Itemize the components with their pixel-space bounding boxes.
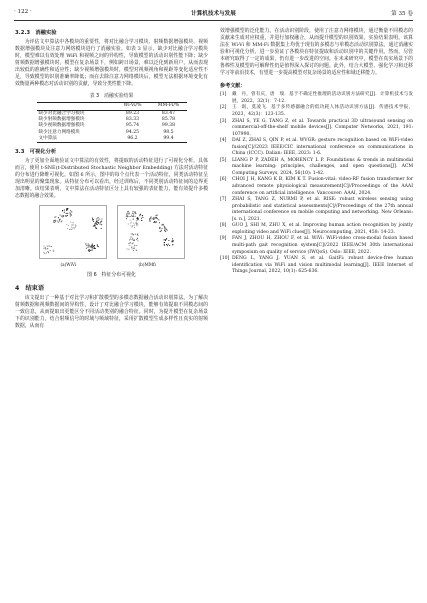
feature-point bbox=[73, 228, 74, 229]
feature-point bbox=[164, 226, 165, 227]
feature-point bbox=[156, 218, 157, 219]
feature-point bbox=[87, 246, 88, 247]
feature-point bbox=[53, 219, 54, 220]
feature-point bbox=[85, 247, 86, 248]
feature-point bbox=[135, 238, 136, 239]
feature-point bbox=[129, 222, 130, 223]
feature-point bbox=[149, 218, 150, 219]
feature-point bbox=[85, 243, 86, 244]
feature-point bbox=[85, 245, 86, 246]
feature-point bbox=[92, 249, 93, 250]
table-header-row bbox=[37, 103, 187, 110]
table-cell: 99.4 bbox=[163, 135, 174, 141]
feature-point bbox=[156, 217, 157, 218]
feature-point bbox=[55, 216, 56, 217]
feature-point bbox=[99, 218, 100, 219]
feature-point bbox=[154, 217, 155, 218]
feature-point bbox=[48, 252, 49, 253]
feature-point bbox=[149, 220, 150, 221]
ablation-table bbox=[37, 102, 187, 143]
feature-point bbox=[131, 221, 132, 222]
feature-point bbox=[128, 215, 129, 216]
section-heading-4: 4 结束语 bbox=[15, 284, 45, 292]
feature-point bbox=[45, 248, 46, 249]
feature-point bbox=[89, 246, 90, 247]
right-column bbox=[220, 28, 413, 276]
feature-point bbox=[69, 215, 70, 216]
feature-point bbox=[92, 217, 93, 218]
feature-point bbox=[59, 219, 60, 220]
feature-point bbox=[159, 226, 160, 227]
subfigure-label-b: (b)MMfi bbox=[138, 262, 156, 268]
reference-item bbox=[220, 223, 413, 236]
feature-point bbox=[95, 220, 96, 221]
feature-point bbox=[70, 210, 71, 211]
feature-point bbox=[132, 225, 133, 226]
feature-point bbox=[165, 230, 166, 231]
table-header-cell bbox=[37, 103, 115, 110]
figure-caption: 图 6 特征分布可视化 bbox=[87, 271, 136, 278]
journal-title: 计算机技术与发展 bbox=[191, 11, 236, 17]
feature-point bbox=[136, 225, 137, 226]
feature-point bbox=[90, 245, 91, 246]
feature-point bbox=[130, 238, 131, 239]
visualization-paragraph: 为了更加全面地验证文中算法的有效性，将提取的活动特征进行了可视化分析。具体而言，使用 t-SNE(t-Distributed Stochastic Neighbor Embedding) 方法对活动特征的分布进行降维可视化。如图 6 所示，图中的每个点代表一个活动特征，同类活动特征呈现出明显的聚集现象。从特征分布可以看出，经过训练后，不同类别活动特征间的边界更加清晰。该结果表明，文中算法在活动特征区分上具有较强的表征能力，能有效提升多模态数据的融合效果。 bbox=[15, 158, 208, 200]
feature-point bbox=[135, 249, 136, 250]
feature-point bbox=[134, 233, 135, 234]
feature-point bbox=[90, 249, 91, 250]
feature-point bbox=[163, 243, 164, 244]
reference-item bbox=[220, 119, 413, 139]
feature-point bbox=[139, 215, 140, 216]
feature-point bbox=[63, 211, 64, 212]
reference-number: [5] bbox=[220, 157, 227, 163]
section-heading-3-2-3: 3.2.3 消融实验 bbox=[15, 30, 57, 36]
feature-point bbox=[171, 240, 172, 241]
feature-point bbox=[135, 219, 136, 220]
feature-point bbox=[59, 214, 60, 215]
feature-point bbox=[129, 244, 130, 245]
feature-point bbox=[52, 249, 53, 250]
feature-point bbox=[46, 247, 47, 248]
feature-point bbox=[62, 216, 63, 217]
feature-point bbox=[137, 224, 138, 225]
table-cell: 缺少视频数据增强模块 bbox=[38, 123, 85, 129]
feature-point bbox=[72, 222, 73, 223]
feature-point bbox=[166, 245, 167, 246]
feature-point bbox=[129, 242, 130, 243]
feature-point bbox=[63, 209, 64, 210]
table-header-cell: Wi-Vi/% bbox=[123, 103, 142, 109]
reference-item bbox=[220, 158, 413, 178]
feature-point bbox=[135, 213, 136, 214]
reference-item bbox=[220, 92, 413, 105]
feature-point bbox=[131, 233, 132, 234]
feature-point bbox=[92, 247, 93, 248]
section-heading-3-3: 3.3 可视化分析 bbox=[15, 149, 57, 156]
feature-point bbox=[100, 221, 101, 222]
feature-point bbox=[61, 220, 62, 221]
feature-point bbox=[46, 245, 47, 246]
ablation-paragraph: 为评估文中算法中各模块的重要性，将对比融合学习模块、射频数据增强模块、视频数据增强模块及注意力网络模块进行了消融实验。如表 3 显示，缺少对比融合学习模块时，模型难以有效处理 WiFi 和视频之间的异构性，导致模型的活动识别性能下降；缺少射频数据增强模块时，模型在复杂场景下，例如跨日场景，难以泛化到新用户，从而表现出较低的准确性和适应性；缺少视频增强模块时，模型对视频视角和视距等变化适应性不足，导致模型的识别准确率降低；而在去除注意力网络模块后，模型无法根据环境变化有效衡量两种模态对活动识别的贡献，导致分类性能下降。 bbox=[15, 39, 208, 88]
table-cell: 缺少注意力网络模块 bbox=[38, 129, 80, 135]
reference-item bbox=[220, 105, 413, 118]
feature-point bbox=[131, 226, 132, 227]
page-number: · 122 · bbox=[14, 9, 32, 15]
feature-point bbox=[156, 214, 157, 215]
feature-point bbox=[172, 244, 173, 245]
feature-point bbox=[95, 226, 96, 227]
feature-point bbox=[61, 215, 62, 216]
tsne-plot-wivi bbox=[39, 205, 107, 259]
table-cell: 83.47 bbox=[161, 110, 176, 116]
reference-item bbox=[220, 138, 413, 158]
feature-point bbox=[165, 244, 166, 245]
feature-point bbox=[101, 218, 102, 219]
feature-point bbox=[133, 248, 134, 249]
feature-point bbox=[155, 221, 156, 222]
feature-point bbox=[101, 220, 102, 221]
table-cell: 95.74 bbox=[125, 123, 140, 129]
feature-point bbox=[92, 245, 93, 246]
feature-point bbox=[56, 220, 57, 221]
feature-point bbox=[128, 248, 129, 249]
feature-point bbox=[126, 216, 127, 217]
table-cell: 85.78 bbox=[161, 117, 176, 123]
feature-point bbox=[43, 251, 44, 252]
feature-point bbox=[66, 208, 67, 209]
feature-point bbox=[72, 224, 73, 225]
reference-number: [10] bbox=[220, 256, 230, 262]
table-row bbox=[37, 110, 187, 117]
feature-point bbox=[70, 214, 71, 215]
feature-point bbox=[163, 242, 164, 243]
table-cell: 94.25 bbox=[125, 129, 140, 135]
feature-point bbox=[132, 218, 133, 219]
conclusion-paragraph: 该文提出了一种基于对比学习和扩散模型的多模态数据融合活动识别算法。为了解决射频数据和视频数据间的异构性，设计了对比融合学习模块，能够有效提取不同模态间的一致信息，从而提取出更能区分不同活动类别的融合特征。同时，为提升模型在复杂场景下的识别能力，结合射频信号的时域与频域特征，采用扩散模型生成多样性且真实的射频数据，从而有 bbox=[15, 294, 208, 329]
reference-number: [8] bbox=[220, 223, 227, 229]
feature-point bbox=[160, 229, 161, 230]
table-header-cell: MM-Fi/% bbox=[157, 103, 180, 109]
feature-point bbox=[132, 212, 133, 213]
feature-point bbox=[136, 245, 137, 246]
reference-list bbox=[220, 92, 413, 275]
feature-point bbox=[133, 224, 134, 225]
feature-point bbox=[158, 219, 159, 220]
feature-point bbox=[133, 239, 134, 240]
feature-point bbox=[163, 225, 164, 226]
feature-point bbox=[141, 215, 142, 216]
feature-point bbox=[134, 244, 135, 245]
feature-point bbox=[151, 218, 152, 219]
feature-point bbox=[93, 220, 94, 221]
feature-point bbox=[98, 222, 99, 223]
feature-point bbox=[131, 248, 132, 249]
feature-point bbox=[44, 247, 45, 248]
feature-point bbox=[127, 223, 128, 224]
feature-point bbox=[158, 222, 159, 223]
feature-point bbox=[155, 215, 156, 216]
reference-text: 王 珉，莫凌飞．基于多传感器融合的低功耗人体活动识别方法[J]．传感技术学报，2023，42(3)：123-135. bbox=[232, 105, 413, 118]
feature-point bbox=[69, 213, 70, 214]
feature-point bbox=[132, 211, 133, 212]
volume-label: 第 35 卷 bbox=[391, 11, 413, 17]
reference-number: [4] bbox=[220, 138, 227, 144]
feature-point bbox=[132, 237, 133, 238]
table-cell: 83.33 bbox=[125, 117, 140, 123]
reference-number: [6] bbox=[220, 177, 227, 183]
feature-point bbox=[165, 228, 166, 229]
table-cell: 缺少射频数据增强模块 bbox=[38, 117, 85, 123]
feature-point bbox=[75, 225, 76, 226]
feature-point bbox=[126, 215, 127, 216]
feature-point bbox=[133, 250, 134, 251]
feature-point bbox=[47, 250, 48, 251]
tsne-figure bbox=[37, 205, 187, 269]
feature-point bbox=[133, 222, 134, 223]
feature-point bbox=[140, 219, 141, 220]
reference-number: [9] bbox=[220, 236, 227, 242]
feature-point bbox=[161, 227, 162, 228]
feature-point bbox=[70, 226, 71, 227]
feature-point bbox=[43, 245, 44, 246]
feature-point bbox=[65, 215, 66, 216]
feature-point bbox=[136, 238, 137, 239]
feature-point bbox=[125, 218, 126, 219]
reference-text: 戴 丹，曾有庆，唐 瑞．基于不确定性推理的活动识别方法研究[J]．计算机技术与发展，2022，32(1)：7-12. bbox=[232, 92, 413, 104]
feature-point bbox=[69, 212, 70, 213]
feature-point bbox=[164, 228, 165, 229]
feature-point bbox=[68, 229, 69, 230]
reference-number: [2] bbox=[220, 105, 227, 111]
feature-point bbox=[88, 246, 89, 247]
reference-text: DAI Z, ZHAI S, QIN P, et al. WVGR: gesture recognition based on WiFi-video fusion[C]//2023 IEEE/CIC international conference on communications in China (ICCC). Dalian: IEEE, 2023: 1-6. bbox=[232, 138, 413, 157]
feature-point bbox=[100, 227, 101, 228]
left-column bbox=[15, 28, 208, 330]
feature-point bbox=[129, 239, 130, 240]
feature-point bbox=[163, 239, 164, 240]
feature-point bbox=[45, 252, 46, 253]
table-caption: 表 3 消融实验结果 bbox=[89, 93, 134, 100]
feature-point bbox=[136, 234, 137, 235]
feature-point bbox=[166, 229, 167, 230]
reference-number: [3] bbox=[220, 118, 227, 124]
feature-point bbox=[53, 221, 54, 222]
feature-point bbox=[97, 217, 98, 218]
feature-point bbox=[129, 219, 130, 220]
feature-point bbox=[71, 211, 72, 212]
feature-point bbox=[142, 216, 143, 217]
feature-point bbox=[127, 213, 128, 214]
table-cell: 89.23 bbox=[125, 110, 140, 116]
feature-point bbox=[133, 246, 134, 247]
feature-point bbox=[131, 243, 132, 244]
feature-point bbox=[172, 238, 173, 239]
tsne-plot-mmfi bbox=[117, 205, 185, 259]
feature-point bbox=[132, 215, 133, 216]
feature-point bbox=[130, 225, 131, 226]
table-row bbox=[37, 136, 187, 143]
feature-point bbox=[57, 217, 58, 218]
feature-point bbox=[137, 216, 138, 217]
feature-point bbox=[131, 246, 132, 247]
feature-point bbox=[133, 213, 134, 214]
feature-point bbox=[134, 211, 135, 212]
feature-point bbox=[137, 240, 138, 241]
feature-point bbox=[62, 209, 63, 210]
feature-point bbox=[91, 246, 92, 247]
feature-point bbox=[54, 216, 55, 217]
feature-point bbox=[141, 217, 142, 218]
feature-point bbox=[164, 238, 165, 239]
feature-point bbox=[70, 224, 71, 225]
feature-point bbox=[96, 244, 97, 245]
table-cell: 缺少对比融合学习模块 bbox=[38, 110, 85, 116]
table-cell: 99.38 bbox=[161, 123, 176, 129]
feature-point bbox=[165, 238, 166, 239]
feature-point bbox=[96, 218, 97, 219]
feature-point bbox=[159, 231, 160, 232]
feature-point bbox=[66, 214, 67, 215]
feature-point bbox=[168, 239, 169, 240]
feature-point bbox=[93, 245, 94, 246]
feature-point bbox=[54, 220, 55, 221]
reference-number: [1] bbox=[220, 92, 227, 98]
feature-point bbox=[128, 243, 129, 244]
feature-point bbox=[66, 209, 67, 210]
feature-point bbox=[133, 226, 134, 227]
feature-point bbox=[149, 219, 150, 220]
reference-text: DENG L, YANG J, YUAN S, et al. GaitFi: robust device-free human identification via WiFi and vision multimodal learning[J]. IEEE Internet of Things Journal, 2022, 10(1): 625-636. bbox=[232, 256, 413, 275]
feature-point bbox=[101, 224, 102, 225]
feature-point bbox=[97, 246, 98, 247]
references-heading: 参考文献： bbox=[220, 83, 246, 90]
reference-text: FAN J, ZHOU H, ZHOU F, et al. WiVi: WiFi-video cross-modal fusion based multi-path gait recognition system[C]//2022 IEEE/ACM 30th international symposium on quality of service (IWQoS). Oslo: IEEE, 2022. bbox=[232, 236, 413, 255]
feature-point bbox=[167, 243, 168, 244]
feature-point bbox=[64, 215, 65, 216]
feature-point bbox=[150, 216, 151, 217]
feature-point bbox=[96, 227, 97, 228]
feature-point bbox=[73, 227, 74, 228]
plot-frame bbox=[39, 205, 106, 258]
reference-text: GUO J, SHI M, ZHU X, et al. Improving human action recognition by jointly exploiting video and WiFi clues[J]. Neurocomputing, 2021, 458: 14-23. bbox=[232, 223, 413, 235]
conclusion-continued-paragraph: 效增强模型的泛化能力。在活动识别阶段，使用了注意力网络模块，通过衡量不同模态的贡献来生成对应权重，并进行加权融合，从而提升模型的识别效果。实验结果表明，该算法在 Wi-Vi 和 MM-Fi 数据集上均优于现有的多模态与单模态活动识别算法。通过消融实验和可视化分析，进一步验证了各模块在特征提取和活动识别中的关键作用。然而，尽管本研究取得了一定的成果，仍有进一步改进的空间。在未来研究中，模型在真实场景下的鲁棒性及模型的可解释性仍是值得深入探讨的问题。此外，结合大模型、强化学习和迁移学习等前沿技术，有望进一步提高模型对复杂场景的适应性和域迁移能力。 bbox=[220, 28, 413, 77]
feature-point bbox=[131, 239, 132, 240]
feature-point bbox=[87, 243, 88, 244]
table-cell: 文中算法 bbox=[38, 135, 57, 141]
feature-point bbox=[67, 228, 68, 229]
feature-point bbox=[52, 250, 53, 251]
reference-item bbox=[220, 256, 413, 276]
feature-point bbox=[66, 223, 67, 224]
feature-point bbox=[134, 222, 135, 223]
feature-point bbox=[169, 244, 170, 245]
feature-point bbox=[139, 213, 140, 214]
reference-item bbox=[220, 197, 413, 223]
feature-point bbox=[164, 240, 165, 241]
feature-point bbox=[93, 225, 94, 226]
feature-point bbox=[128, 213, 129, 214]
feature-point bbox=[65, 212, 66, 213]
subfigure-label-a: (a)WiVi bbox=[60, 262, 77, 268]
table-cell: 98.5 bbox=[163, 129, 174, 135]
feature-point bbox=[54, 221, 55, 222]
reference-item bbox=[220, 236, 413, 256]
feature-point bbox=[67, 225, 68, 226]
feature-point bbox=[131, 214, 132, 215]
feature-point bbox=[70, 221, 71, 222]
feature-point bbox=[130, 236, 131, 237]
feature-point bbox=[93, 248, 94, 249]
feature-point bbox=[97, 219, 98, 220]
feature-point bbox=[74, 226, 75, 227]
feature-point bbox=[58, 220, 59, 221]
feature-point bbox=[67, 212, 68, 213]
page-header bbox=[14, 8, 413, 21]
feature-point bbox=[127, 211, 128, 212]
feature-point bbox=[94, 222, 95, 223]
feature-point bbox=[137, 219, 138, 220]
table-cell: 96.2 bbox=[127, 135, 138, 141]
feature-point bbox=[153, 217, 154, 218]
feature-point bbox=[162, 224, 163, 225]
feature-point bbox=[96, 245, 97, 246]
feature-point bbox=[91, 243, 92, 244]
feature-point bbox=[130, 215, 131, 216]
feature-point bbox=[50, 245, 51, 246]
feature-point bbox=[132, 242, 133, 243]
feature-point bbox=[134, 215, 135, 216]
feature-point bbox=[161, 224, 162, 225]
feature-point bbox=[92, 219, 93, 220]
reference-number: [7] bbox=[220, 197, 227, 203]
feature-point bbox=[136, 222, 137, 223]
feature-point bbox=[135, 221, 136, 222]
reference-text: ZHAI S, TANG Z, NURMI P, et al. RISE: robust wireless sensing using probabilistic and statistical assessments[C]//Proceedings of the 27th annual international conference on mobile computing and networking. New Orleans: [s. n.], 2021. bbox=[232, 197, 413, 222]
feature-point bbox=[44, 252, 45, 253]
reference-item bbox=[220, 177, 413, 197]
feature-point bbox=[72, 227, 73, 228]
feature-point bbox=[153, 218, 154, 219]
feature-point bbox=[96, 223, 97, 224]
feature-point bbox=[94, 246, 95, 247]
reference-text: CHOI J H, KANG K B, KIM K T. Fusion-vital: video-RF fusion transformer for advanced remote physiological measurement[C]//Proceedings of the AAAI conference on artificial intelligence. Vancouver: AAAI, 2024. bbox=[232, 177, 413, 196]
feature-point bbox=[87, 244, 88, 245]
feature-point bbox=[49, 250, 50, 251]
reference-text: ZHAI S, YE G, TANG Z, et al. Towards practical 3D ultrasound sensing on commercial-off-the-shelf mobile devices[J]. Computer Networks, 2021, 191: 107990. bbox=[232, 118, 413, 137]
feature-point bbox=[57, 221, 58, 222]
feature-point bbox=[70, 228, 71, 229]
feature-point bbox=[153, 221, 154, 222]
feature-point bbox=[43, 247, 44, 248]
feature-point bbox=[88, 248, 89, 249]
reference-text: LIANG P P, ZADEH A, MORENCY L P. Foundations & trends in multimodal machine learning: principles, challenges, and open questions[J]. ACM Computing Surveys, 2024, 56(10): 1-42. bbox=[232, 157, 413, 176]
feature-point bbox=[130, 233, 131, 234]
feature-point bbox=[137, 218, 138, 219]
feature-point bbox=[126, 213, 127, 214]
feature-point bbox=[126, 248, 127, 249]
feature-point bbox=[94, 224, 95, 225]
feature-point bbox=[74, 224, 75, 225]
feature-point bbox=[67, 208, 68, 209]
feature-point bbox=[132, 234, 133, 235]
feature-point bbox=[62, 215, 63, 216]
feature-point bbox=[125, 215, 126, 216]
feature-point bbox=[99, 223, 100, 224]
feature-point bbox=[48, 245, 49, 246]
